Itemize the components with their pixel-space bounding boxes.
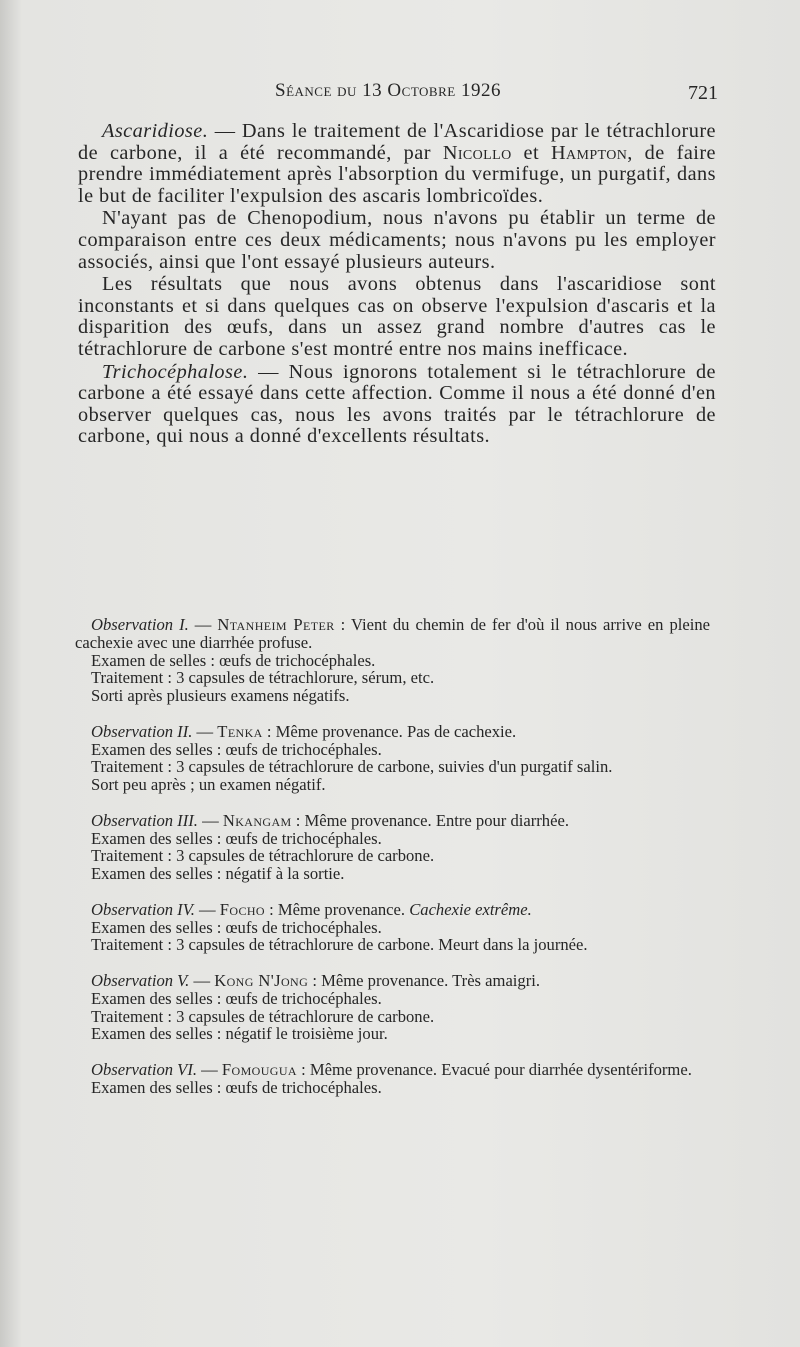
observation-line: Examen des selles : œufs de trichocéphales. xyxy=(91,988,382,1008)
patient-name: Fomougua xyxy=(221,1059,297,1079)
observation-label: Observation I. xyxy=(91,615,189,634)
observation-line: Examen des selles : œufs de trichocéphales. xyxy=(91,739,382,759)
observation-line: Traitement : 3 capsules de tétrachlorure de carbone. xyxy=(91,846,435,866)
observation-3: Observation III. — Nkangam : Même provenance. Entre pour diarrhée. Examen des selles : œufs de trichocéphales. Traitement : 3 capsules de tétrachlorure de carbone. Examen des selles : négatif à la sortie. xyxy=(75,812,710,883)
paragraph-trichocephalose: Trichocéphalose. — Nous ignorons totalement si le tétrachlorure de carbone a été essayé dans cette affection. Comme il nous a été donné d'en observer quelques cas, nous les avons traités par le tétrachlorure de carbone, qui nous a donné d'excellents résultats. xyxy=(78,360,716,448)
observation-label: Observation V. xyxy=(91,970,190,990)
author-name: Nicollo xyxy=(442,141,512,164)
observation-line: Sort peu après ; un examen négatif. xyxy=(91,775,326,795)
observation-line: Examen des selles : œufs de trichocéphales. xyxy=(91,1077,382,1097)
observation-line: Traitement : 3 capsules de tétrachlorure, sérum, etc. xyxy=(91,668,435,688)
patient-name: Nkangam xyxy=(222,810,292,830)
observation-italic-note: Cachexie extrême. xyxy=(409,899,532,919)
observation-6: Observation VI. — Fomougua : Même provenance. Evacué pour diarrhée dysentériforme. Examen des selles : œufs de trichocéphales. xyxy=(75,1061,710,1097)
observation-line: Traitement : 3 capsules de tétrachlorure de carbone. Meurt dans la journée. xyxy=(91,935,588,955)
observation-line: Examen des selles : négatif le troisième jour. xyxy=(91,1024,388,1044)
section-lead: Ascaridiose. xyxy=(102,120,209,142)
observation-line: Traitement : 3 capsules de tétrachlorure de carbone, suivies d'un purgatif salin. xyxy=(91,757,613,777)
observation-label: Observation II. xyxy=(91,721,193,741)
observation-line: Traitement : 3 capsules de tétrachlorure de carbone. xyxy=(91,1006,435,1026)
observation-line: Examen des selles : œufs de trichocéphales. xyxy=(91,917,382,937)
patient-name: Focho xyxy=(219,899,265,919)
patient-name: Kong N'Jong xyxy=(214,970,309,990)
paragraph-ascaridiose: Ascaridiose. — Dans le traitement de l'Ascaridiose par le tétrachlorure de carbone, il a été recommandé, par Nicollo et Hampton, de faire prendre immédiatement après l'absorption du vermifuge, un purgatif, dans le but de faciliter l'expulsion des ascaris lombricoïdes. xyxy=(78,120,717,207)
observations xyxy=(75,616,710,1114)
observation-label: Observation VI. xyxy=(91,1059,197,1079)
page-number: 721 xyxy=(688,82,718,104)
patient-name: Tenka xyxy=(217,721,263,741)
patient-name: Ntanheim Peter xyxy=(217,615,335,634)
observation-2: Observation II. — Tenka : Même provenance. Pas de cachexie. Examen des selles : œufs de trichocéphales. Traitement : 3 capsules de tétrachlorure de carbone, suivies d'un purgatif salin. Sort peu après ; un examen négatif. xyxy=(75,723,710,794)
observation-line: Examen des selles : négatif à la sortie. xyxy=(91,864,345,884)
observation-5: Observation V. — Kong N'Jong : Même provenance. Très amaigri. Examen des selles : œufs de trichocéphales. Traitement : 3 capsules de tétrachlorure de carbone. Examen des selles : négatif le troisième jour. xyxy=(75,972,710,1043)
paragraph: Les résultats que nous avons obtenus dans l'ascaridiose sont inconstants et si dans quelques cas on observe l'expulsion d'ascaris et la disparition des œufs, dans un assez grand nombre d'autres cas le tétrachlorure de carbone s'est montré entre nos mains inefficace. xyxy=(78,273,716,360)
observation-line: Examen de selles : œufs de trichocéphales. xyxy=(91,650,376,670)
observation-4: Observation IV. — Focho : Même provenance. Cachexie extrême. Examen des selles : œufs de trichocéphales. Traitement : 3 capsules de tétrachlorure de carbone. Meurt dans la journée. xyxy=(75,901,710,954)
page-header xyxy=(0,80,800,110)
observation-line: Sorti après plusieurs examens négatifs. xyxy=(91,686,350,706)
observation-label: Observation IV. xyxy=(91,899,195,919)
observation-1: Observation I. — Ntanheim Peter : Vient du chemin de fer d'où il nous arrive en pleine cachexie avec une diarrhée profuse. Examen de selles : œufs de trichocéphales. Traitement : 3 capsules de tétrachlorure, sérum, etc. Sorti après plusieurs examens négatifs. xyxy=(75,615,710,706)
running-title: Séance du 13 Octobre 1926 xyxy=(275,80,501,101)
author-name: Hampton xyxy=(550,141,628,164)
observation-label: Observation III. xyxy=(91,810,198,830)
body-text xyxy=(78,121,716,448)
paragraph: N'ayant pas de Chenopodium, nous n'avons pu établir un terme de comparaison entre ces deux médicaments; nous n'avons pu les employer associés, ainsi que l'ont essayé plusieurs auteurs. xyxy=(78,207,716,273)
section-lead: Trichocéphalose. xyxy=(102,360,249,383)
observation-line: Examen des selles : œufs de trichocéphales. xyxy=(91,828,382,848)
